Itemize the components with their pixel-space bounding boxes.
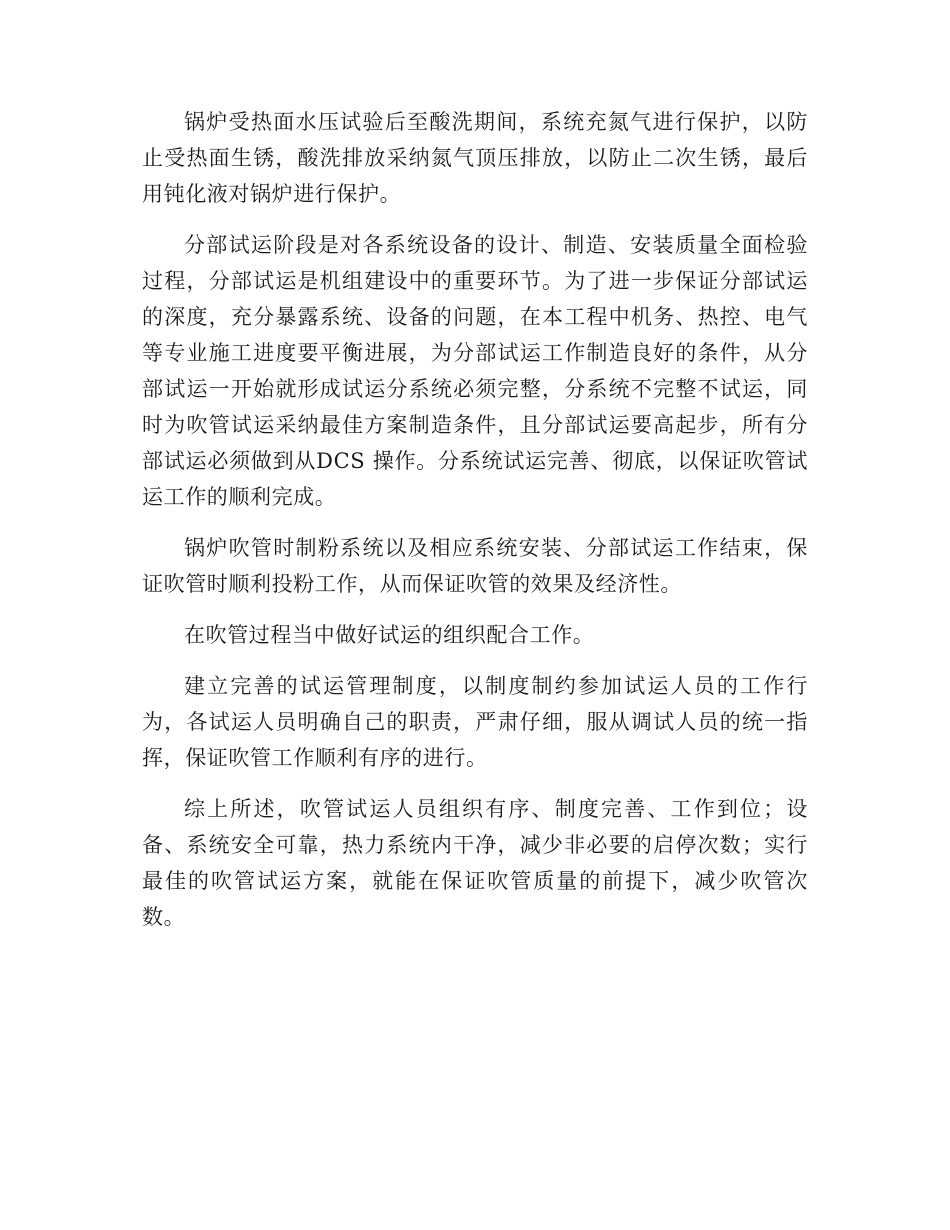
- paragraph-partial-commissioning: 分部试运阶段是对各系统设备的设计、制造、安装质量全面检验过程，分部试运是机组建设中的重要环节。为了进一步保证分部试运的深度，充分暴露系统、设备的问题，在本工程中机务、热控、电气等专业施工进度要平衡进展，为分部试运工作制造良好的条件，从分部试运一开始就形成试运分系统必须完整，分系统不完整不试运，同时为吹管试运采纳最佳方案制造条件，且分部试运要高起步，所有分部试运必须做到从DCS 操作。分系统试运完善、彻底，以保证吹管试运工作的顺利完成。: [142, 233, 808, 509]
- paragraph-management-system: 建立完善的试运管理制度，以制度制约参加试运人员的工作行为，各试运人员明确自己的职责，严肃仔细，服从调试人员的统一指挥，保证吹管工作顺利有序的进行。: [142, 674, 808, 770]
- paragraph-pulverizing-system: 锅炉吹管时制粉系统以及相应系统安装、分部试运工作结束，保证吹管时顺利投粉工作，从而保证吹管的效果及经济性。: [142, 536, 808, 596]
- paragraph-organization: 在吹管过程当中做好试运的组织配合工作。: [184, 623, 595, 647]
- paragraph-nitrogen-protection: 锅炉受热面水压试验后至酸洗期间，系统充氮气进行保护，以防止受热面生锈，酸洗排放采纳氮气顶压排放，以防止二次生锈，最后用钝化液对锅炉进行保护。: [142, 110, 808, 206]
- paragraph-summary: 综上所述，吹管试运人员组织有序、制度完善、工作到位；设备、系统安全可靠，热力系统内干净，减少非必要的启停次数；实行最佳的吹管试运方案，就能在保证吹管质量的前提下，减少吹管次数。: [142, 797, 808, 929]
- document-body: [142, 104, 808, 950]
